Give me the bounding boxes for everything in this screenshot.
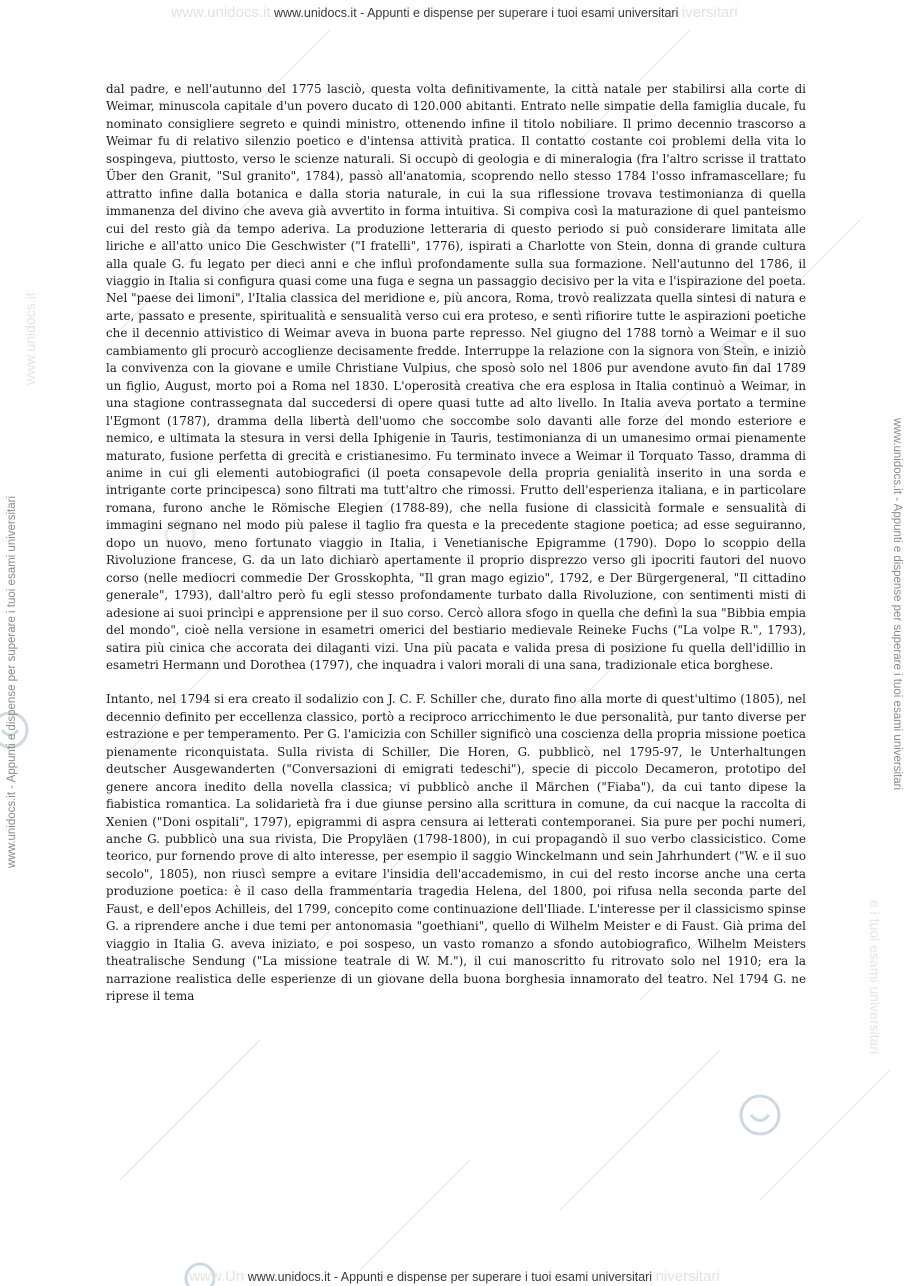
footer-ghost-right: niversitari xyxy=(655,1268,720,1285)
body-paragraph: Intanto, nel 1794 si era creato il sodalizio con J. C. F. Schiller che, durato fino alla morte di quest'ultimo (1805), nel decennio definito per eccellenza classico, portò a reciproco arricchimento le due personalità, pur tanto diverse per estrazione e per temperamento. Per G. l'amicizia con Schiller significò una coscienza della propria missione poetica pienamente riconquistata. Sulla rivista di Schiller, Die Horen, G. pubblicò, nel 1795-97, le Unterhaltungen deutscher Ausgewanderten ("Conversazioni di emigrati tedeschi"), specie di piccolo Decameron, prototipo del genere ancora inedito della novella classica; vi pubblicò anche il Märchen ("Fiaba"), da cui tanto dipese la fiabistica romantica. La solidarietà fra i due giunse persino alla scrittura in comune, da cui nacque la raccolta di Xenien ("Doni ospitali", 1797), epigrammi di aspra censura ai letterati contemporanei. Sia pure per pochi numeri, anche G. pubblicò una sua rivista, Die Propyläen (1798-1800), in cui propagandò il suo verbo classicistico. Come teorico, pur fornendo prove di alto interesse, per esempio il saggio Winckelmann und sein Jahrhundert ("W. e il suo secolo", 1805), non riuscì sempre a evitare l'insidia dell'accademismo, in cui del resto incorse anche una certa produzione poetica: è il caso della frammentaria tragedia Helena, del 1800, poi rifusa nella seconda parte del Faust, e dell'epos Achilleis, del 1799, concepito come continuazione dell'Iliade. L'interesse per il classicismo spinse G. a riprendere anche i due temi per antonomasia "goethiani", quello di Wilhelm Meister e di Faust. Già prima del viaggio in Italia G. aveva iniziato, e poi sospeso, un vasto romanzo a sfondo autobiografico, Wilhelm Meisters theatralische Sendung ("La missione teatrale di W. M."), il cui manoscritto fu ritrovato solo nel 1910; era la narrazione realistica delle esperienze di un giovane della buona borghesia innamorato del teatro. Nel 1794 G. ne riprese il tema xyxy=(106,692,806,1004)
body-paragraph: dal padre, e nell'autunno del 1775 lasciò, questa volta definitivamente, la città natale per stabilirsi alla corte di Weimar, minuscola capitale d'un povero ducato di 120.000 abitanti. Entrato nelle simpatie della famiglia ducale, fu nominato consigliere segreto e quindi ministro, ottenendo infine il titolo nobiliare. Il primo decennio trascorso a Weimar fu di relativo silenzio poetico e d'intensa attività pratica. Il contatto costante coi problemi della vita lo sospingeva, piuttosto, verso le scienze naturali. Si occupò di geologia e di mineralogia (fra l'altro scrisse il trattato Über den Granit, "Sul granito", 1784), passò all'anatomia, scoprendo nello stesso 1784 l'osso inframascellare; fu attratto infine dalla botanica e dalla storia naturale, in cui la sua riflessione trovava testimonianza di quella immanenza del divino che aveva già avvertito in forma intuitiva. Si compiva così la maturazione di quel panteismo cui del resto già da tempo aderiva. La produzione letteraria di questo periodo si può considerare limitata alle liriche e all'atto unico Die Geschwister ("I fratelli", 1776), ispirati a Charlotte von Stein, donna di grande cultura alla quale G. fu legato per dieci anni e che influì profondamente sulla sua formazione. Nell'autunno del 1786, il viaggio in Italia si configura quasi come una fuga e segna un passaggio decisivo per la vita e l'ispirazione del poeta. Nel "paese dei limoni", l'Italia classica del meridione e, più ancora, Roma, trovò realizzata quella sintesi di natura e arte, passato e presente, spiritualità e sensualità verso cui era proteso, e sentì rifiorire tutte le aspirazioni poetiche che il decennio attivistico di Weimar aveva in buona parte represso. Nel giugno del 1788 tornò a Weimar e il suo cambiamento gli procurò accoglienze decisamente fredde. Interruppe la relazione con la signora von Stein, e iniziò la convivenza con la giovane e umile Christiane Vulpius, che sposò solo nel 1806 pur avendone avuto fin dal 1789 un figlio, August, morto poi a Roma nel 1830. L'operosità creativa che era esplosa in Italia continuò a Weimar, in una stagione contrassegnata dal succedersi di opere quasi tutte ad alto livello. In Italia aveva portato a termine l'Egmont (1787), dramma della libertà dell'uomo che soccombe solo davanti alle forze del mondo esteriore e nemico, e ultimata la stesura in versi della Iphigenie in Tauris, testimonianza di un umanesimo ormai pienamente maturato, fusione perfetta di grecità e cristianesimo. Fu terminato invece a Weimar il Torquato Tasso, dramma di anime in cui gli elementi autobiografici (il poeta consapevole della propria genialità inserito in una sorda e intrigante corte principesca) sono filtrati ma tutt'altro che rimossi. Frutto dell'esperienza italiana, e in particolare romana, furono anche le Römische Elegien (1788-89), che nella fusione di classicità formale e sensualità di immagini segnano nel modo più palese il taglio fra questa e la precedente stagione poetica; ad esse seguiranno, dopo un nuovo, meno fortunato viaggio in Italia, i Venetianische Epigramme (1790). Dopo lo scoppio della Rivoluzione francese, G. da un lato dichiarò apertamente il proprio disprezzo verso gli ipocriti fautori del nuovo corso (nelle mediocri commedie Der Grosskophta, "Il gran mago egizio", 1792, e Der Bürgergeneral, "Il cittadino generale", 1793), dall'altro però fu egli stesso profondamente turbato dalla Rivoluzione, con sentimenti misti di adesione ai suoi princìpi e apprensione per il suo corso. Cercò allora sfogo in quella che definì la sua "Bibbia empia del mondo", cioè nella versione in esametri omerici del bestiario medievale Reineke Fuchs ("La volpe R.", 1793), satira più cinica che accorata dei dilaganti vizi. Una più pacata e valida presa di posizione fu quella dell'idillio in esametri Hermann und Dorothea (1797), che inquadra i valori morali di una sana, tradizionale etica borghese. xyxy=(106,82,806,672)
header-ghost-right: iversitari xyxy=(681,4,738,21)
right-ghost-label: e i tuoi esami universitari xyxy=(867,900,883,1055)
left-side-label: www.unidocs.it - Appunti e dispense per superare i tuoi esami universitari xyxy=(6,495,18,868)
document-body xyxy=(106,81,806,1006)
footer-ghost-left: www.Un xyxy=(189,1268,245,1285)
footer-banner xyxy=(0,1268,909,1285)
right-side-label: www.unidocs.it - Appunti e dispense per superare i tuoi esami universitari xyxy=(891,418,903,791)
header-banner xyxy=(0,4,909,21)
left-ghost-label: www.unidocs.it xyxy=(22,292,38,385)
header-ghost-left: www.unidocs.it xyxy=(171,4,271,21)
footer-banner-text[interactable]: www.unidocs.it - Appunti e dispense per superare i tuoi esami universitari xyxy=(247,1270,653,1284)
header-banner-text[interactable]: www.unidocs.it - Appunti e dispense per superare i tuoi esami universitari xyxy=(274,6,679,20)
